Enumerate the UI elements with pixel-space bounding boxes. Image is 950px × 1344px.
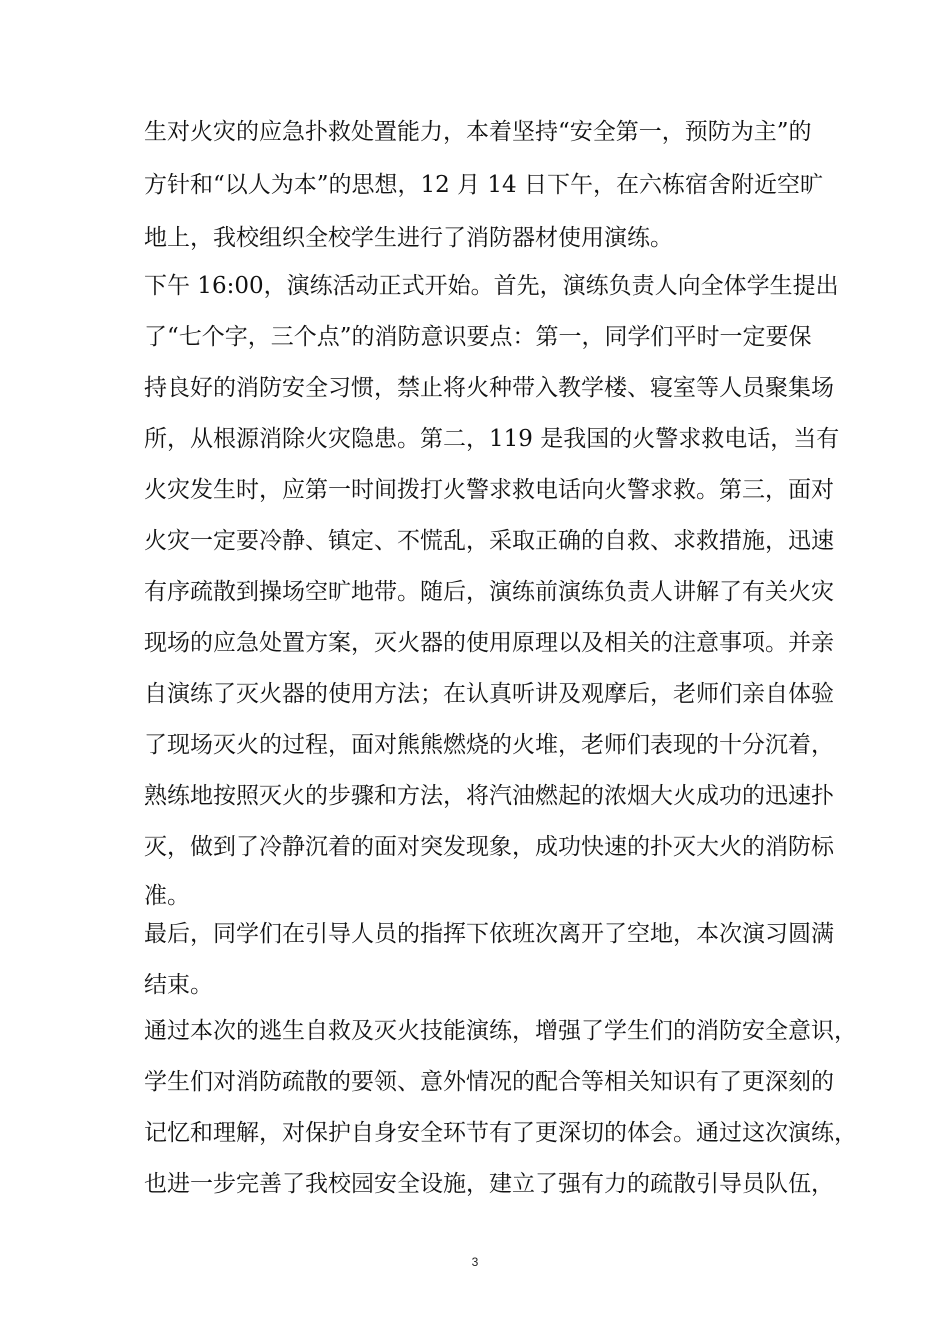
text-line: 学生们对消防疏散的要领、意外情况的配合等相关知识有了更深刻的: [144, 1069, 834, 1095]
text-line: 结束。: [144, 972, 213, 998]
text-line: 火灾一定要冷静、镇定、不慌乱，采取正确的自救、求救措施，迅速: [144, 528, 834, 554]
text-line: 地上，我校组织全校学生进行了消防器材使用演练。: [144, 225, 673, 251]
text-line: 了现场灭火的过程，面对熊熊燃烧的火堆，老师们表现的十分沉着，: [144, 732, 834, 758]
text-line: 火灾发生时，应第一时间拨打火警求救电话向火警求救。第三，面对: [144, 477, 834, 503]
text-line: 持良好的消防安全习惯，禁止将火种带入教学楼、寝室等人员聚集场: [144, 375, 834, 401]
text-line: 有序疏散到操场空旷地带。随后，演练前演练负责人讲解了有关火灾: [144, 579, 834, 605]
text-line: 生对火灾的应急扑救处置能力，本着坚持“安全第一，预防为主”的: [144, 119, 812, 145]
text-line: 最后，同学们在引导人员的指挥下依班次离开了空地，本次演习圆满: [144, 921, 834, 947]
text-line: 灭，做到了冷静沉着的面对突发现象，成功快速的扑灭大火的消防标: [144, 834, 834, 860]
text-line: 自演练了灭火器的使用方法；在认真听讲及观摩后，老师们亲自体验: [144, 681, 834, 707]
text-line: 通过本次的逃生自救及灭火技能演练，增强了学生们的消防安全意识，: [144, 1018, 857, 1044]
text-line: 方针和“以人为本”的思想，12 月 14 日下午，在六栋宿舍附近空旷: [144, 172, 823, 198]
text-line: 准。: [144, 883, 190, 909]
text-line: 下午 16:00，演练活动正式开始。首先，演练负责人向全体学生提出: [144, 273, 839, 299]
text-line: 了“七个字，三个点”的消防意识要点：第一，同学们平时一定要保: [144, 324, 812, 350]
text-line: 也进一步完善了我校园安全设施，建立了强有力的疏散引导员队伍，: [144, 1171, 834, 1197]
text-line: 现场的应急处置方案，灭火器的使用原理以及相关的注意事项。并亲: [144, 630, 834, 656]
page-number: 3: [471, 1255, 479, 1269]
text-line: 记忆和理解，对保护自身安全环节有了更深切的体会。通过这次演练，: [144, 1120, 857, 1146]
text-line: 所，从根源消除火灾隐患。第二，119 是我国的火警求救电话，当有: [144, 426, 840, 452]
text-line: 熟练地按照灭火的步骤和方法，将汽油燃起的浓烟大火成功的迅速扑: [144, 783, 834, 809]
